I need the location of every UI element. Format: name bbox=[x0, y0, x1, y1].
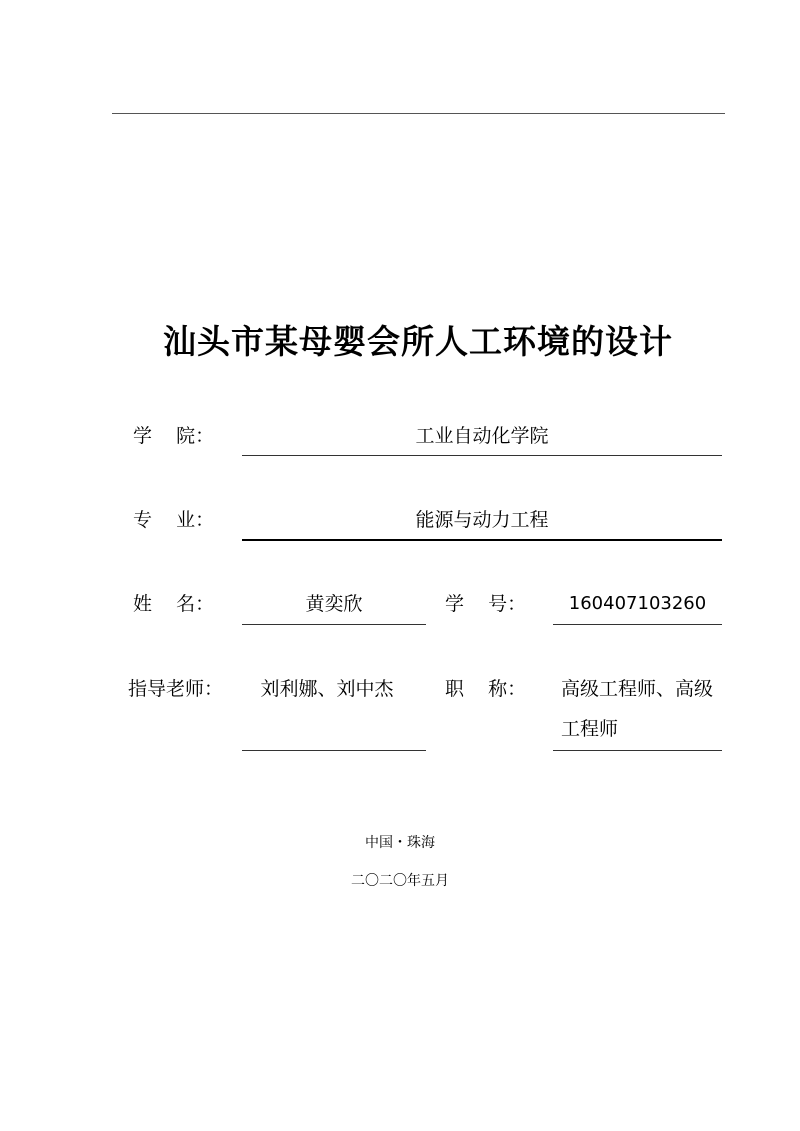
major-label: 专 业： bbox=[133, 509, 215, 531]
name-underline bbox=[242, 624, 426, 625]
advisor-title-value: 高级工程师、高级工程师 bbox=[561, 678, 714, 740]
student-id-value: 160407103260 bbox=[568, 593, 707, 614]
advisor-title-label: 职 称： bbox=[445, 678, 527, 700]
advisor-value: 刘利娜、刘中杰 bbox=[260, 678, 394, 700]
thesis-title: 汕头市某母婴会所人工环境的设计 bbox=[163, 322, 673, 361]
college-label: 学 院： bbox=[133, 425, 215, 447]
college-value: 工业自动化学院 bbox=[415, 425, 549, 447]
student-id-underline bbox=[553, 624, 722, 625]
advisor-label: 指导老师： bbox=[128, 678, 224, 700]
major-underline bbox=[242, 539, 722, 541]
advisor-underline bbox=[242, 750, 426, 751]
college-underline bbox=[242, 455, 722, 456]
name-value: 黄奕欣 bbox=[305, 593, 363, 615]
header-rule bbox=[112, 113, 725, 114]
major-value: 能源与动力工程 bbox=[415, 509, 549, 531]
location-text: 中国・珠海 bbox=[365, 835, 435, 851]
advisor-title-underline bbox=[553, 750, 722, 751]
student-id-label: 学 号： bbox=[445, 593, 527, 615]
name-label: 姓 名： bbox=[133, 593, 215, 615]
date-text: 二〇二〇年五月 bbox=[351, 873, 449, 889]
